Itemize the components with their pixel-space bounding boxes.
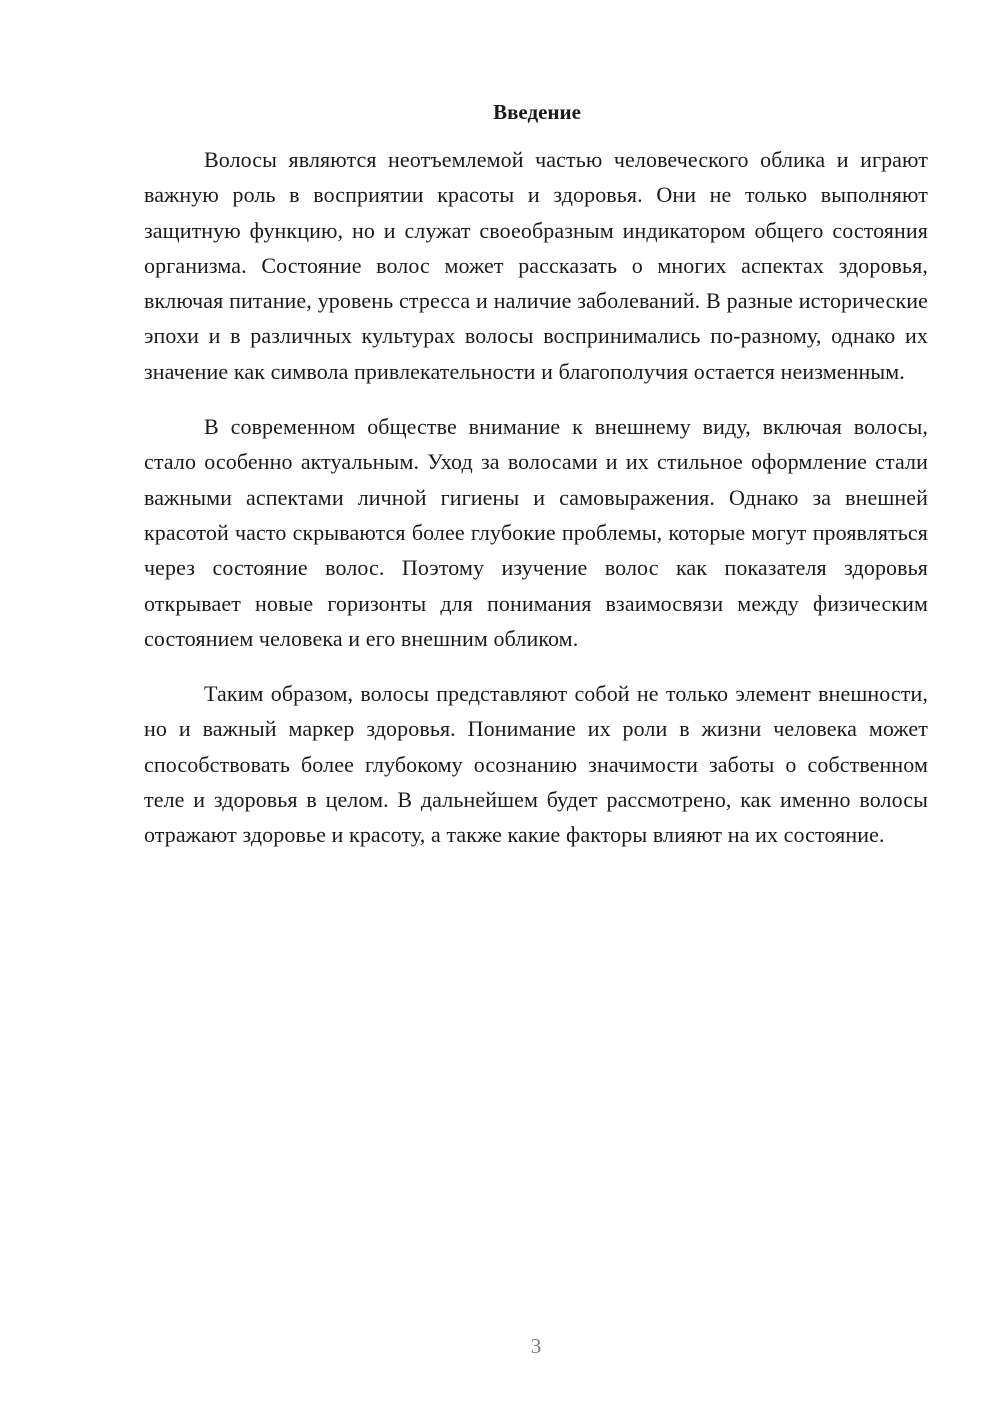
page-number: 3 [530, 1334, 542, 1358]
paragraph-2: В современном обществе внимание к внешнему виду, включая волосы, стало особенно актуальным. Уход за волосами и их стильное оформление стали важными аспектами личной гигиены и самовыражения. Однако за внешней красотой часто скрываются более глубокие проблемы, которые могут проявляться через состояние волос. Поэтому изучение волос как показателя здоровья открывает новые горизонты для понимания взаимосвязи между физическим состоянием человека и его внешним обликом. [144, 414, 928, 651]
section-heading: Введение [493, 100, 581, 124]
paragraph-1: Волосы являются неотъемлемой частью человеческого облика и играют важную роль в восприятии красоты и здоровья. Они не только выполняют защитную функцию, но и служат своеобразным индикатором общего состояния организма. Состояние волос может рассказать о многих аспектах здоровья, включая питание, уровень стресса и наличие заболеваний. В разные исторические эпохи и в различных культурах волосы воспринимались по-разному, однако их значение как символа привлекательности и благополучия остается неизменным. [144, 147, 928, 384]
paragraph-3: Таким образом, волосы представляют собой не только элемент внешности, но и важный маркер здоровья. Понимание их роли в жизни человека может способствовать более глубокому осознанию значимости заботы о собственном теле и здоровья в целом. В дальнейшем будет рассмотрено, как именно волосы отражают здоровье и красоту, а также какие факторы влияют на их состояние. [144, 681, 928, 848]
page-content [144, 94, 928, 873]
